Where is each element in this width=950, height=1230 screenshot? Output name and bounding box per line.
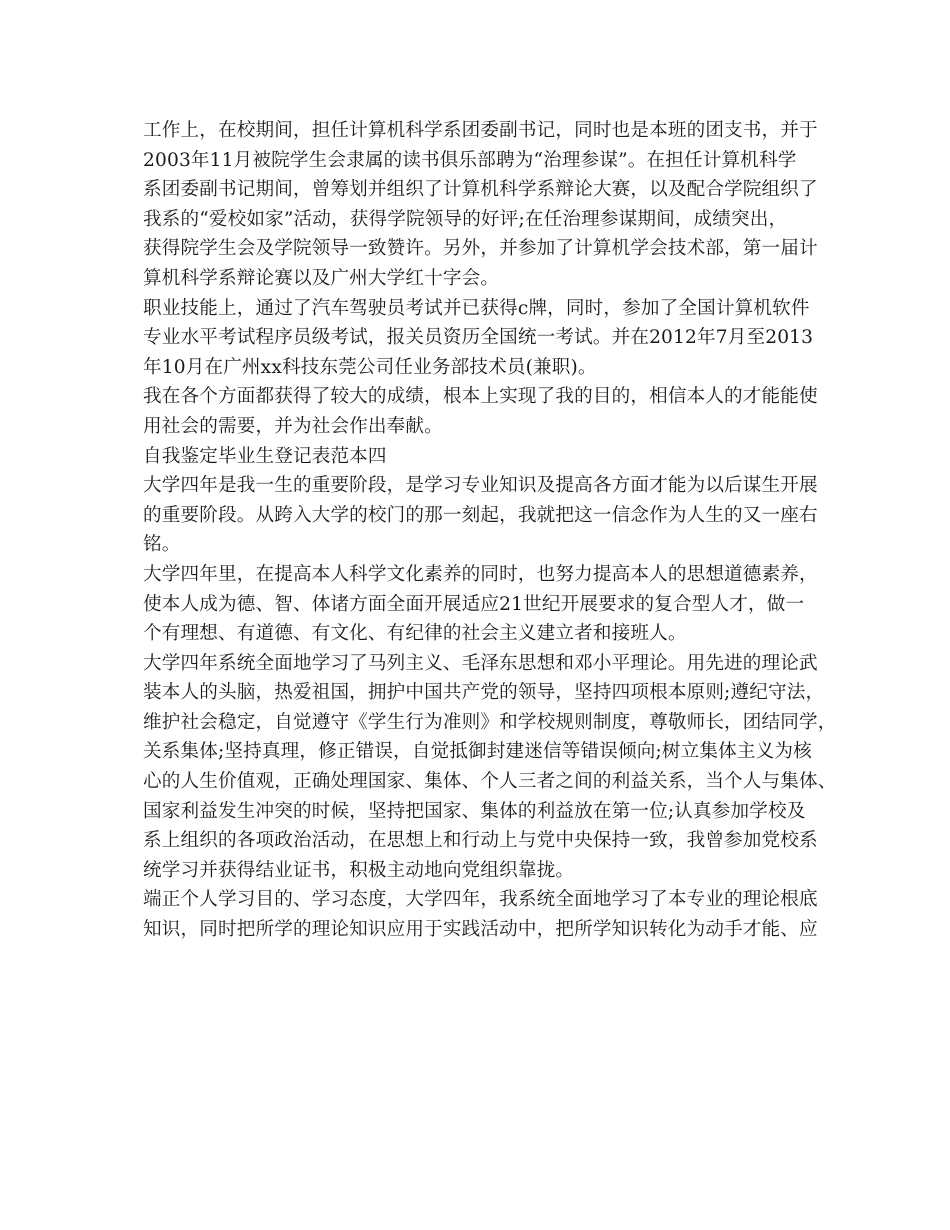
text-line: 国家利益发生冲突的时候，坚持把国家、集体的利益放在第一位;认真参加学校及	[143, 800, 806, 822]
text-line: 统学习并获得结业证书，积极主动地向党组织靠拢。	[143, 859, 575, 881]
text-line: 职业技能上，通过了汽车驾驶员考试并已获得c牌，同时，参加了全国计算机软件	[143, 297, 810, 319]
text-line: 大学四年里，在提高本人科学文化素养的同时，也努力提高本人的思想道德素养，	[143, 563, 818, 585]
text-line: 维护社会稳定，自觉遵守《学生行为准则》和学校规则制度，尊敬师长，团结同学，	[143, 711, 837, 733]
text-line: 使本人成为德、智、体诸方面全面开展适应21世纪开展要求的复合型人才，做一	[143, 593, 805, 615]
text-line: 用社会的需要，并为社会作出奉献。	[143, 415, 443, 437]
text-line: 获得院学生会及学院领导一致赞许。另外，并参加了计算机学会技术部，第一届计	[143, 238, 818, 260]
text-line: 算机科学系辩论赛以及广州大学红十字会。	[143, 267, 500, 289]
text-line: 装本人的头脑，热爱祖国，拥护中国共产党的领导，坚持四项根本原则;遵纪守法，	[143, 682, 825, 704]
text-line: 心的人生价值观，正确处理国家、集体、个人三者之间的利益关系，当个人与集体、	[143, 771, 837, 793]
text-line: 系团委副书记期间，曾筹划并组织了计算机科学系辩论大赛，以及配合学院组织了	[143, 179, 818, 201]
text-line: 知识，同时把所学的理论知识应用于实践活动中，把所学知识转化为动手才能、应	[143, 919, 818, 941]
text-line: 年10月在广州xx科技东莞公司任业务部技术员(兼职)。	[143, 356, 597, 378]
text-line: 个有理想、有道德、有文化、有纪律的社会主义建立者和接班人。	[143, 623, 687, 645]
text-line: 的重要阶段。从跨入大学的校门的那一刻起，我就把这一信念作为人生的又一座右	[143, 504, 818, 526]
text-line: 2003年11月被院学生会隶属的读书俱乐部聘为“治理参谋”。在担任计算机科学	[143, 149, 797, 171]
text-line: 我在各个方面都获得了较大的成绩，根本上实现了我的目的，相信本人的才能能使	[143, 386, 818, 408]
text-line: 大学四年系统全面地学习了马列主义、毛泽东思想和邓小平理论。用先进的理论武	[143, 652, 818, 674]
text-line: 工作上，在校期间，担任计算机科学系团委副书记，同时也是本班的团支书，并于	[143, 120, 818, 141]
text-line: 大学四年是我一生的重要阶段，是学习专业知识及提高各方面才能为以后谋生开展	[143, 475, 818, 497]
document-body	[143, 116, 837, 945]
text-line: 自我鉴定毕业生登记表范本四	[143, 445, 387, 467]
text-line: 端正个人学习目的、学习态度，大学四年，我系统全面地学习了本专业的理论根底	[143, 889, 818, 911]
text-line: 系上组织的各项政治活动，在思想上和行动上与党中央保持一致，我曾参加党校系	[143, 830, 818, 852]
text-line: 我系的“爱校如家”活动，获得学院领导的好评;在任治理参谋期间，成绩突出，	[143, 208, 788, 230]
text-line: 铭。	[143, 534, 181, 556]
text-line: 关系集体;坚持真理，修正错误，自觉抵御封建迷信等错误倾向;树立集体主义为核	[143, 741, 812, 763]
text-line: 专业水平考试程序员级考试，报关员资历全国统一考试。并在2012年7月至2013	[143, 327, 814, 349]
